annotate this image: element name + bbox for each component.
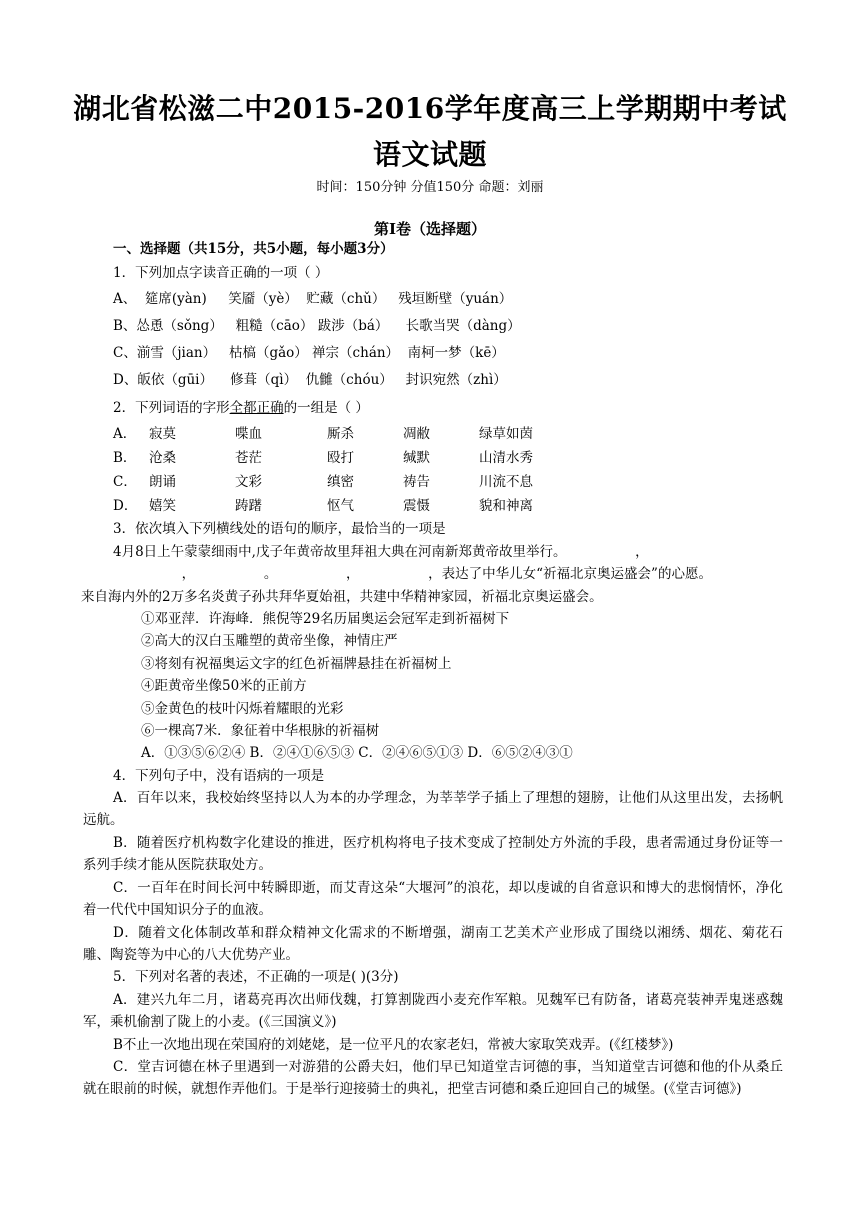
q2-word: 踌躇 [235,498,262,515]
q3-passage-line-3: 来自海内外的2万多名炎黄子孙共拜华夏始祖，共建中华精神家园，祈福北京奥运盛会。 [81,588,603,605]
q2-row-b-label: B． [113,450,137,467]
q5-option-b: B不止一次地出现在荣国府的刘姥姥，是一位平凡的农家老妇，常被大家取笑戏弄。(《红楼梦》) [113,1036,674,1053]
q2-word: 厮杀 [327,426,354,443]
q3-item-1: ①邓亚萍．许海峰．熊倪等29名历届奥运会冠军走到祈福树下 [141,610,510,627]
q2-stem-after: 的一组是（ ） [283,400,369,417]
q2-word: 寂莫 [149,426,176,443]
q2-row-a [83,422,783,446]
q4-option-d: D．随着文化体制改革和群众精神文化需求的不断增强，湖南工艺美术产业形成了围绕以湘绣、烟花、菊花石雕、陶瓷等为中心的八大优势产业。 [83,924,783,963]
q2-row-d-label: D． [113,498,138,515]
q5-option-c: C．堂吉诃德在林子里遇到一对游猎的公爵夫妇，他们早已知道堂吉诃德的事，当知道堂吉诃德和他的仆从桑丘就在眼前的时候，就想作弄他们。于是举行迎接骑士的典礼，把堂吉诃德和桑丘迎回自己的城堡。(《堂吉诃德》) [83,1058,783,1098]
exam-title: 湖北省松滋二中2015-2016学年度高三上学期期中考试语文试题 [73,92,787,171]
q2-word: 沧桑 [149,450,176,467]
q1-option-c: C、湔雪（jian） 枯槁（gǎo） 禅宗（chán） 南柯一梦（kē） [113,345,505,362]
q2-word: 貌和神离 [479,498,533,515]
q2-word: 怄气 [327,498,354,515]
q2-stem [83,394,783,422]
part-heading: 一、选择题（共15分，共5小题，每小题3分） [113,241,394,257]
q3-passage-line-1: 4月8日上午蒙蒙细雨中,戊子年黄帝故里拜祖大典在河南新郑黄帝故里举行。 ， [113,543,649,560]
q1-option-b: B、怂恿（sǒng） 粗糙（cāo） 跋涉（bá） 长歌当哭（dàng） [113,318,521,335]
q4-stem: 4．下列句子中，没有语病的一项是 [113,767,325,784]
q2-word: 凋敝 [403,426,430,443]
q2-word: 祷告 [403,474,430,491]
q2-stem-emphasis: 全都正确 [229,400,284,417]
q4-option-c: C．一百年在时间长河中转瞬即逝，而艾青这朵“大堰河”的浪花，却以虔诚的自省意识和博大的悲悯情怀，净化着一代代中国知识分子的血液。 [83,879,783,919]
q4-option-b: B．随着医疗机构数字化建设的推进，医疗机构将电子技术变成了控制处方外流的手段，患者需通过身份证等一系列手续才能从医院获取处方。 [83,834,783,874]
q2-word: 山清水秀 [479,450,533,467]
q3-item-5: ⑤金黄色的枝叶闪烁着耀眼的光彩 [141,700,344,717]
exam-subtitle: 时间：150分钟 分值150分 命题：刘丽 [316,180,544,195]
q3-item-3: ③将刻有祝福奥运文字的红色祈福牌悬挂在祈福树上 [141,655,452,672]
q2-row-c [83,470,783,494]
q1-option-d: D、皈依（gūi） 修葺（qì） 仇雠（chóu） 封识宛然（zhì） [113,372,507,389]
q3-passage-line-2: ， 。 ， ，表达了中华儿女“祈福北京奥运盛会”的心愿。 [113,566,712,583]
q2-word: 嬉笑 [149,498,176,515]
q5-stem: 5．下列对名著的表述，不正确的一项是( )(3分) [113,969,399,986]
q2-word: 文彩 [235,474,262,491]
q2-word: 朗诵 [149,474,176,491]
q2-word: 绿草如茵 [479,426,533,443]
q3-stem: 3．依次填入下列横线处的语句的顺序，最恰当的一项是 [113,521,446,538]
q4-option-a: A．百年以来，我校始终坚持以人为本的办学理念，为莘莘学子插上了理想的翅膀，让他们从这里出发，去扬帆远航。 [83,790,783,829]
q3-item-6: ⑥一棵高7米．象征着中华根脉的祈福树 [141,722,380,739]
q3-item-4: ④距黄帝坐像50米的正前方 [141,678,307,695]
q2-word: 川流不息 [479,474,533,491]
q2-row-c-label: C． [113,474,137,491]
q2-word: 缜密 [327,474,354,491]
exam-content [83,238,783,1101]
q5-option-a: A．建兴九年二月，诸葛亮再次出师伐魏，打算割陇西小麦充作军粮。见魏军已有防备，诸葛亮装神弄鬼迷惑魏军，乘机偷割了陇上的小麦。(《三国演义》) [83,991,783,1031]
q2-word: 喋血 [235,426,262,443]
q3-answers: A．①③⑤⑥②④ B．②④①⑥⑤③ C．②④⑥⑤①③ D．⑥⑤②④③① [141,745,573,762]
q2-row-b [83,446,783,470]
q2-word: 震慑 [403,498,430,515]
section-heading: 第Ⅰ卷（选择题） [373,220,487,238]
q3-item-2: ②高大的汉白玉雕塑的黄帝坐像，神情庄严 [141,633,398,650]
q2-stem-before: 2．下列词语的字形 [113,400,230,417]
q2-row-d [83,494,783,518]
q2-row-a-label: A． [113,426,137,443]
q2-word: 缄默 [403,450,430,467]
q2-word: 苍茫 [235,450,262,467]
q1-stem: 1．下列加点字读音正确的一项（ ） [113,265,329,282]
q2-word: 殴打 [327,450,354,467]
q1-option-a: A、 筵席(yàn) 笑靥（yè） 贮藏（chǔ） 残垣断壁（yuán） [113,291,513,308]
